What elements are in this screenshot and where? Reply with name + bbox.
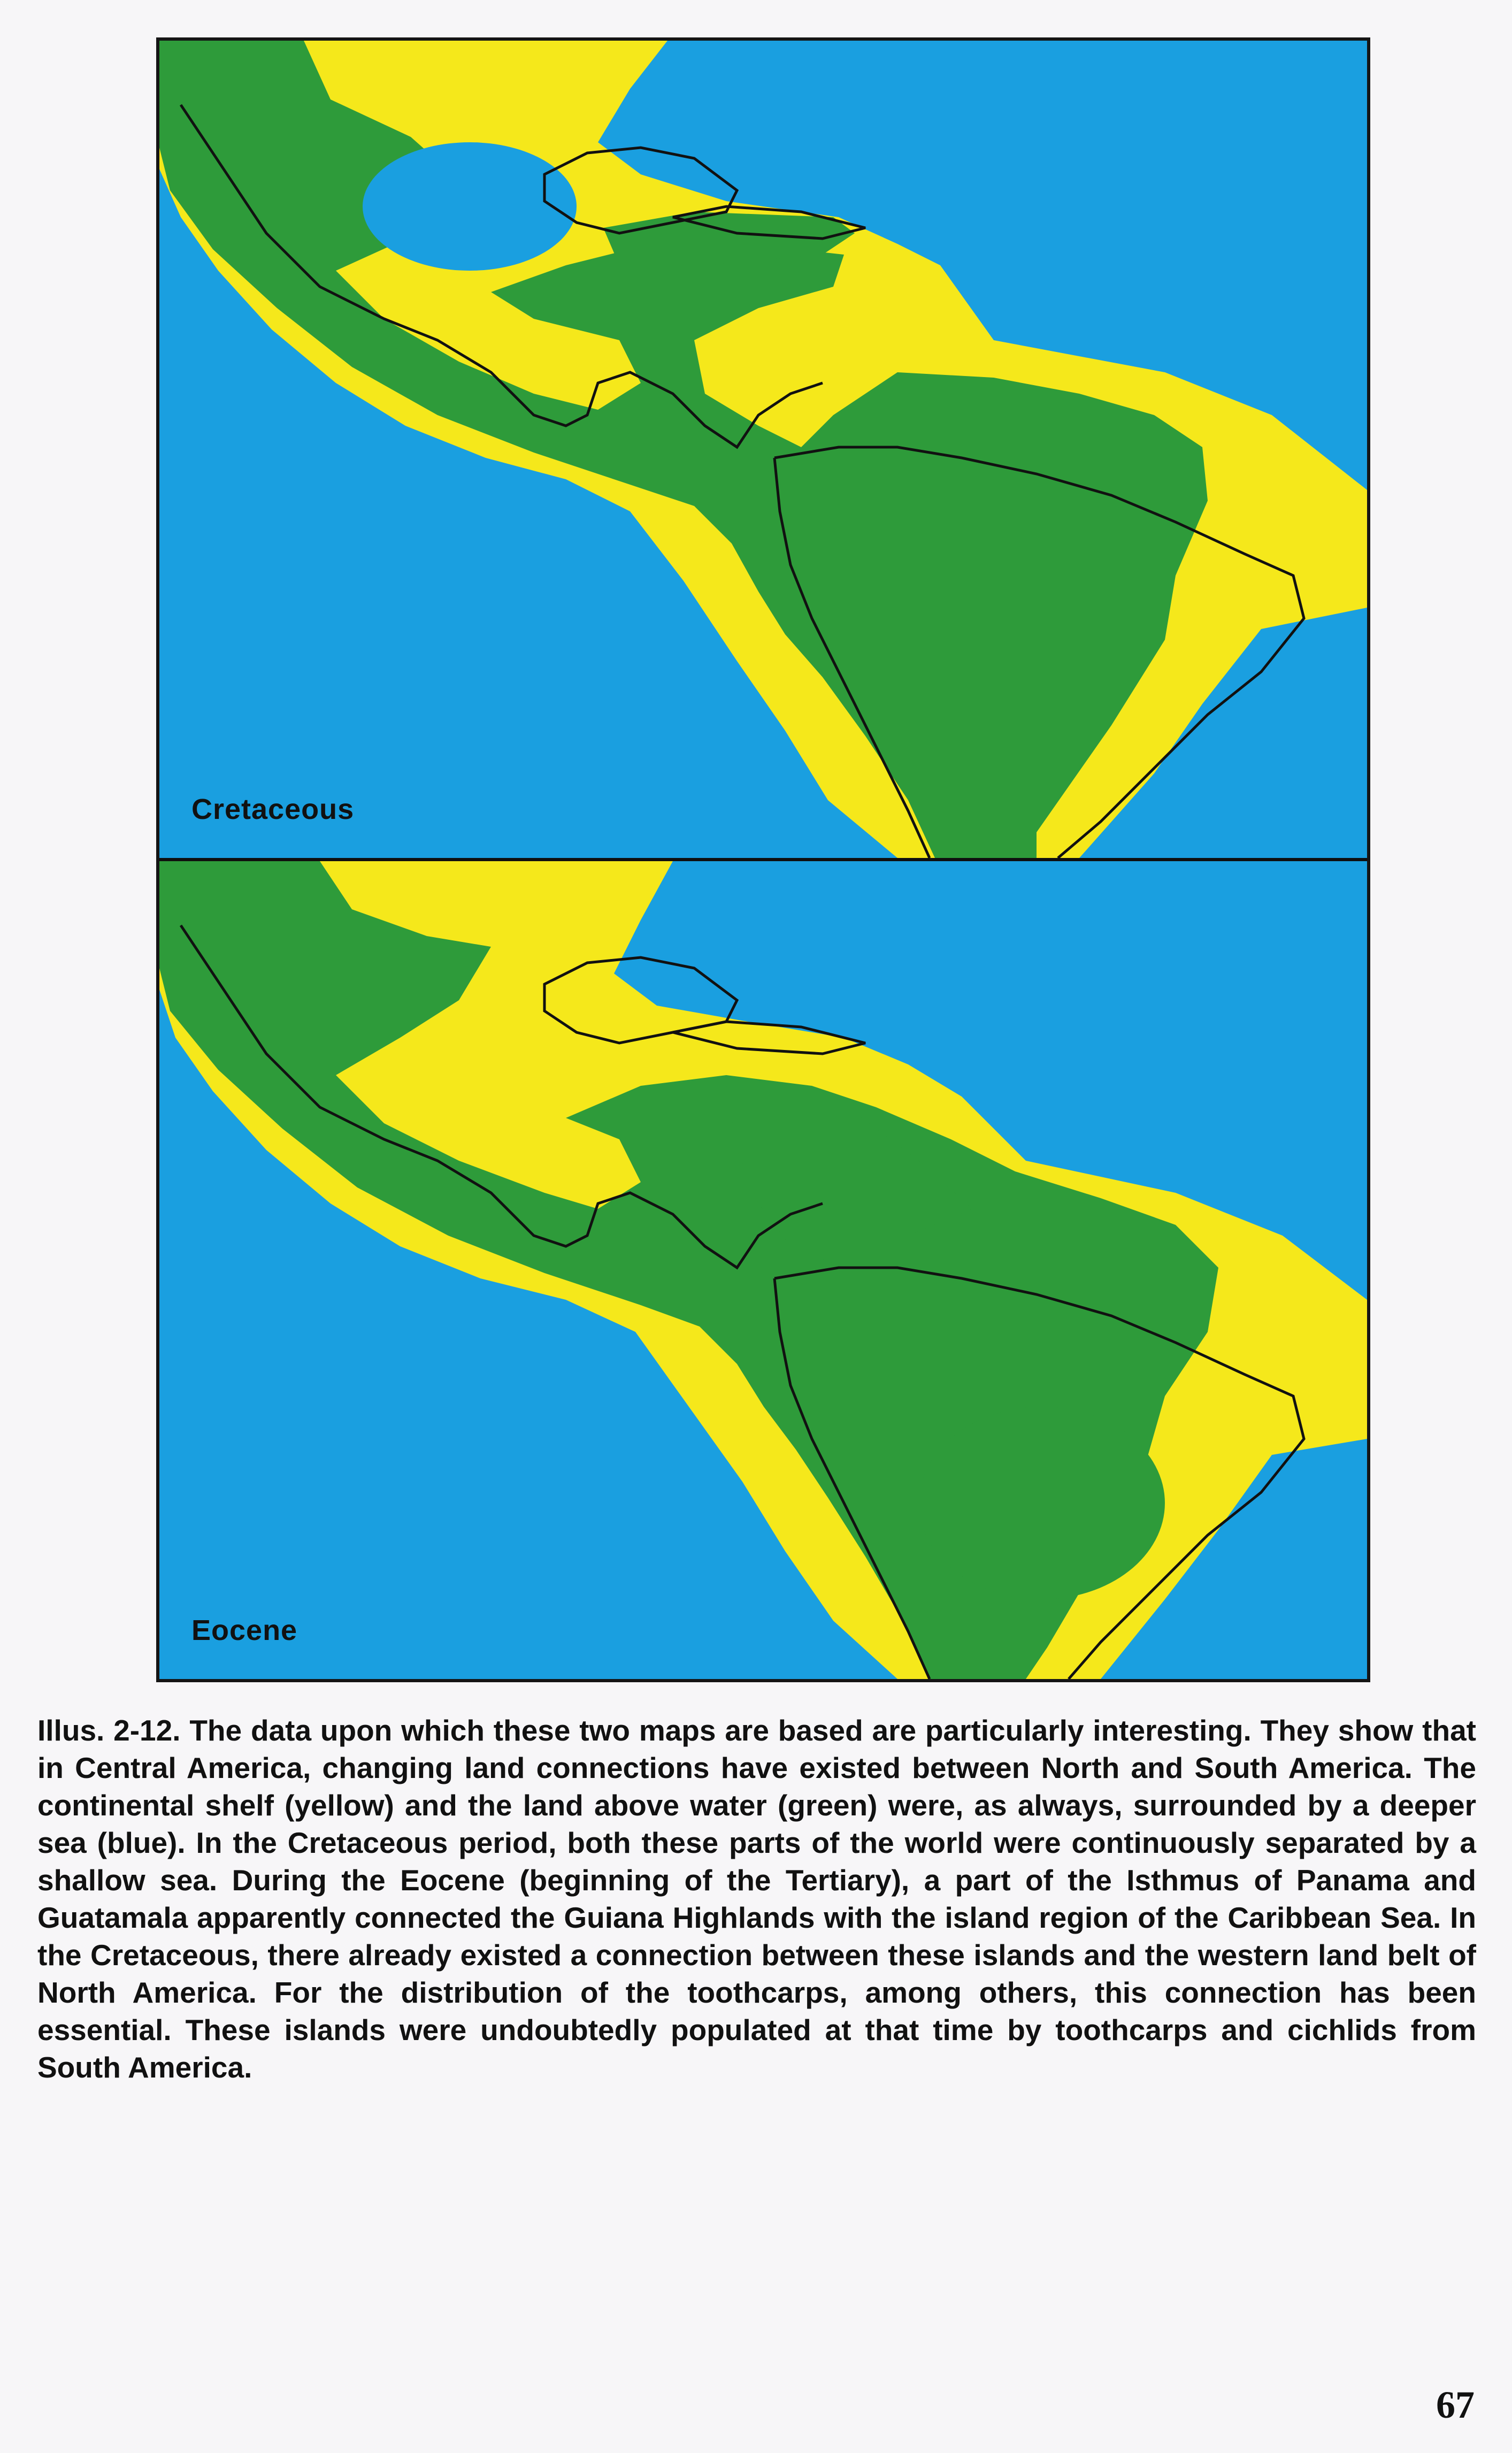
cretaceous-map (159, 41, 1367, 858)
eocene-map (159, 861, 1367, 1679)
figure-caption: Illus. 2-12. The data upon which these two maps are based are particularly interesting. They show that in Central America, changing land connections have existed between North and South America. The continental shelf (yellow) and the land above water (green) were, as always, surrounded by a deeper sea (blue). In the Cretaceous period, both these parts of the world were continuously separated by a shallow sea. During the Eocene (beginning of the Tertiary), a part of the Isthmus of Panama and Guatamala apparently connected the Guiana Highlands with the island region of the Caribbean Sea. In the Cretaceous, there already existed a connection between these islands and the western land belt of North America. For the distribution of the toothcarps, among others, this connection has been essential. These islands were undoubtedly populated at that time by toothcarps and cichlids from South America. (37, 1714, 1476, 2084)
gulf-sea (363, 142, 577, 271)
page-number: 67 (1436, 2383, 1475, 2426)
cretaceous-map-graphic (159, 41, 1367, 858)
map-label-cretaceous: Cretaceous (191, 793, 355, 825)
eocene-map-graphic (159, 861, 1367, 1679)
south-america-interior (919, 1407, 1165, 1599)
map-label-eocene: Eocene (191, 1614, 298, 1646)
map-figure (156, 37, 1370, 1682)
